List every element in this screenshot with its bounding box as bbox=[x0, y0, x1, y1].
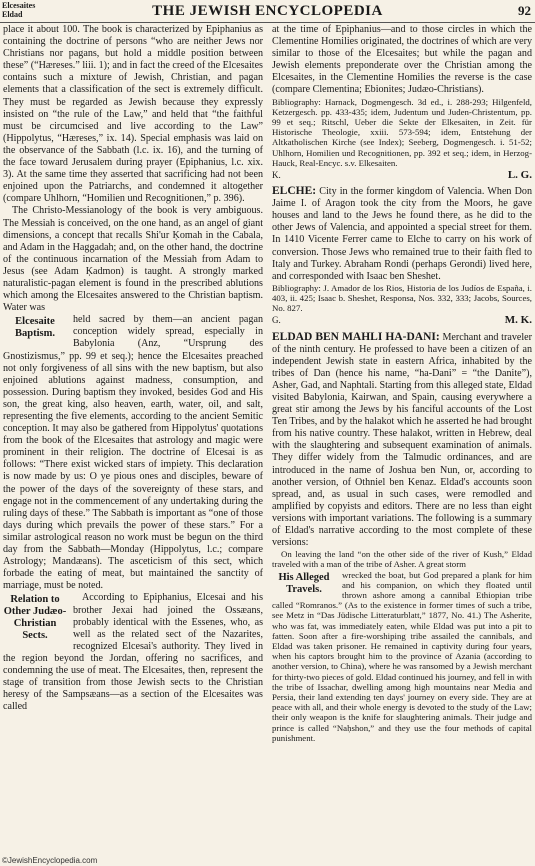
entry-text: City in the former kingdom of Valencia. When Don Jaime I. of Aragon took the city from the Moors, he gave houses and land to the Jews he found there, as he did to the other Jews of Valencia, and appointed a special street for them. In 1410 Vicente Ferrer came to Elche to carry on his work of conversion. Those Jews who remained true to their faith fled to Italy and Turkey. Abraham Rondi (perhaps Gerondi) lived here, and corresponded with Isaac ben Sheshet. bbox=[272, 186, 532, 282]
side-heading: His Alleged Travels. bbox=[278, 571, 330, 595]
sidehead-section bbox=[272, 570, 532, 743]
page-number: 92 bbox=[518, 3, 531, 18]
side-heading: Relation to Other Judæo-Christian Sects. bbox=[3, 594, 67, 642]
travels-intro: On leaving the land “on the other side of the river of Kush,” Eldad traveled with a man of the tribe of Asher. A great storm bbox=[272, 549, 532, 570]
signature-initial: G. bbox=[272, 315, 281, 326]
watermark: ©JewishEncyclopedia.com bbox=[2, 856, 98, 865]
signature-author: M. K. bbox=[504, 314, 532, 327]
author-signature bbox=[272, 314, 532, 326]
author-signature bbox=[272, 169, 532, 181]
paragraph: According to Epiphanius, Elcesai and his brother Jexai had joined the Ossæans, probably identical with the Essenes, who, as well as the related sect of the Nazarites, recognized Elcesai's authority. They lived in the region beyond the Jordan, offering no sacrifices, and condemning the use of meat. The Elcesaites, then, represent the stage of transition from those Jewish sects to the Christian heresy of the Sampsæans—as a section of the Elcesaites was called bbox=[3, 592, 263, 713]
signature-initial: K. bbox=[272, 169, 281, 180]
running-head-first-term: Elcesaites bbox=[2, 1, 36, 10]
entry-heading: ELDAD BEN MAHLI HA-DANI: bbox=[272, 330, 440, 343]
page-title: THE JEWISH ENCYCLOPEDIA bbox=[152, 3, 383, 19]
sidehead-section bbox=[3, 314, 263, 592]
bibliography: Bibliography: Harnack, Dogmengesch. 3d ed., i. 288-293; Hilgenfeld, Ketzergesch. pp. 433-435; idem, Judentum und Juden-Christentum, pp. 99 et seq.; Ritschl, Ueber die Sekte der Elkesaiten, in Zeit. für Historische Theologie, xxiii. 573-594; idem, Entstehung der Altkatholischen Kirche (see Index); Seeberg, Dogmengesch. i. 51-52; Uhlhorn, Homilien und Recognitionen, pp. 392 et seq.; idem, in Herzog-Hauck, Real-Encyc. s.v. Elkesaiten. bbox=[272, 96, 532, 168]
entry-text: Merchant and traveler of the ninth century. He professed to have been a citizen of an independent Jewish state in eastern Africa, inhabited by the tribes of Dan (hence his name, “ha-Dani” = “the Danite”), Asher, Gad, and Naphtali. Starting from this alleged state, Eldad visited Babylonia, Kairwan, and Spain, causing everywhere a great stir among the Jews by his fanciful accounts of the Lost Ten Tribes, and by the halakot which he asserted he had brought from his native country. These halakot, written in Hebrew, deal with the slaughtering and subsequent examination of animals. They differ widely from the Talmudic ordinances, and are introduced in the name of Joshua ben Nun, or, according to another version, of Othniel ben Kenaz. Eldad's accounts soon spread, and, as usual in such cases, were remodled and amplified by copyists and editors. There are no less than eight versions with important variations. The following is a summary of Eldad's narrative according to the most complete of these versions: bbox=[272, 331, 533, 549]
entry-elche bbox=[272, 185, 532, 283]
entry-heading: ELCHE: bbox=[272, 185, 317, 198]
paragraph: wrecked the boat, but God prepared a plank for him and his companion, on which they floated until thrown ashore among a cannibal Ethiopian tribe called “Romranos.” (As to the existence in former times of such a tribe, see Metz in “Das Jüdische Litteraturblatt,” 1877, No. 41.) The Asherite, who was fat, was immediately eaten, while Eldad was put into a pit to fatten. Soon after a fire-worshiping tribe assailed the cannibals, and Eldad was taken prisoner. He remained in captivity during four years, when his captors brought him to the province of Azania (according to another version, to China), where he was ransomed by a Jewish merchant for thirty-two pieces of gold. Eldad continued his journey, and fell in with the tribe of Issachar, dwelling among high mountains near Media and Persia, their land extending ten days' journey on every side. They are at peace with all, and their whole energy is devoted to the study of the Law; their only weapon is the knife for slaughtering animals. Their judge and prince is called “Naḥshon,” and they use the four methods of capital punishment. bbox=[272, 569, 532, 743]
bibliography: Bibliography: J. Amador de los Rios, Historia de los Judíos de España, i. 403, ii. 425; Isaac b. Sheshet, Responsa, Nos. 332, 333; Jacobs, Sources, No. 827. bbox=[272, 282, 532, 314]
signature-author: L. G. bbox=[507, 168, 532, 181]
entry-eldad bbox=[272, 331, 532, 550]
paragraph: held sacred by them—an ancient pagan conception widely spread, especially in Babylonia (Anz, “Ursprung des Gnostizismus,” pp. 99 et seq.); hence the Elcesaites preached not only forgiveness of all sins with the new baptism, but also enjoined ablutions against madness, consumption, and possession. During baptism they invoked, besides God and His son, the great king, also heaven, earth, water, oil, and salt, representing the five elements, according to the ancient Semitic conception. It may also be gathered from Hippolytus' quotations from the book of the Elcesaites that astrology and magic were prominent in their religion. The doctrine of Elcesai is as follows: “There exist wicked stars of impiety. This declaration is now made by us: O ye pious ones and disciples, beware of the power of the days of the sovereignty of these stars, and engage not in the commencement of any undertaking during the ruling days of these.” The Sabbath is important as “one of those days during which prevails the power of these stars.” For a similar astrological reason no work must be begun on the third day from the Sabbath—Monday (Hippolytus, l.c.; compare Astrology; Mandæans). The asceticism of this sect, which forbade the eating of meat, but maintained the sanctity of marriage, must be noted. bbox=[3, 314, 263, 592]
paragraph: at the time of Epiphanius—and to those circles in which the Clementine Homilies originated, the doctrines of which are very similar to those of the Elcesaites; but while the pagan and Jewish elements preponderate over the Christian among the Elcesaites, in the Clementine Homilies the reverse is the case (compare Clementina; Ebionites; Judæo-Christians). bbox=[272, 24, 532, 96]
left-column bbox=[3, 24, 263, 713]
sidehead-section bbox=[3, 592, 263, 713]
paragraph: place it about 100. The book is characterized by Epiphanius as containing the doctrine of persons “who are neither Jews nor Christians nor pagans, but hold a middle position between these” (“Hæreses.” liii. 1); and in fact the creed of the Elcesaites contains such a mixture of Jewish, Christian, and pagan elements that a classification of the sect is extremely difficult. They must be regarded as Jewish because they expressly insisted on “the rule of the Law,” and held that “the faithful must be circumcised and live according to the Law” (Hippolytus, “Hæreses,” ix. 14). Special emphasis was laid on the observance of the Sabbath (l.c. ix. 16), and the turning of the face toward Jerusalem during prayer (Epiphanius, l.c. xix. 3). At the same time they asserted that sacrificing had not been enjoined upon the Patriarchs, and condemned it altogether (compare Uhlhorn, “Homilien und Recognitionen,” p. 396). bbox=[3, 24, 263, 205]
paragraph: The Christo-Messianology of the book is very ambiguous. The Messiah is conceived, on the one hand, as an angel of giant dimensions, a concept that recalls Shi'ur Ḳomah in the Cabala, and Adam in the Haggadah; and, on the other hand, the doctrine of the continuous incarnation of the Messiah from Adam to Jesus (see Adam Ḳadmon) is taught. A strongly marked naturalistic-pagan element is found in the prescribed ablutions which among the Elcesaites answered to the Christian baptism. Water was bbox=[3, 205, 263, 314]
right-column bbox=[272, 24, 532, 743]
running-header bbox=[0, 0, 535, 23]
side-heading: Elcesaite Baptism. bbox=[15, 316, 55, 340]
running-head-last-term: Eldad bbox=[2, 10, 23, 19]
